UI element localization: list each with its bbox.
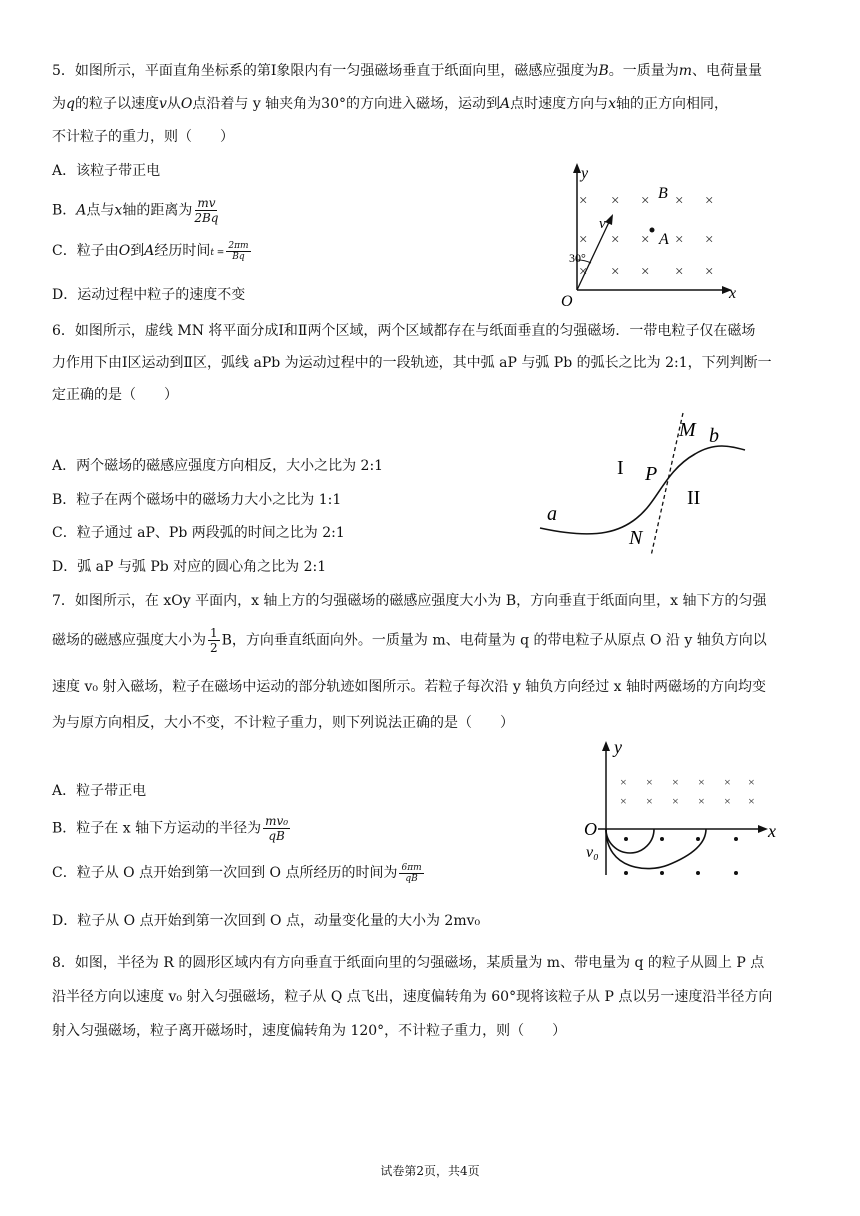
q5-option-b: B．A点与x轴的距离为 $\frac{mv}{2Bq}$: [52, 196, 219, 225]
q5-option-c: C．粒子由O到A经历时间t = $\frac{2\pi m}{Bq}$: [52, 240, 249, 262]
svg-text:×: ×: [611, 232, 620, 248]
q7-large-arc: [606, 829, 706, 869]
q7-stem-line2: 磁场的磁感应强度大小为 $\frac{1}{2}$ B，方向垂直纸面向外。一质量为 m、电荷量为 q 的带电粒子从原点 O 沿 y 轴负方向以: [52, 626, 767, 655]
svg-text:×: ×: [698, 794, 705, 808]
q6-option-c: C．粒子通过 aP、Pb 两段弧的时间之比为 2:1: [52, 525, 345, 541]
q5-stem-line2: 为q的粒子以速度v从O点沿着与 y 轴夹角为30°的方向进入磁场，运动到A点时速度方向与x轴的正方向相同，: [52, 96, 729, 112]
q5-option-b-fraction: $\frac{mv}{2Bq}$: [194, 196, 219, 225]
svg-text:×: ×: [672, 794, 679, 808]
svg-text:×: ×: [705, 264, 714, 280]
svg-text:×: ×: [724, 794, 731, 808]
q6-stem-line1: 6．如图所示，虚线 MN 将平面分成Ⅰ和Ⅱ两个区域，两个区域都存在与纸面垂直的匀强磁场．一带电粒子仅在磁场: [52, 323, 756, 339]
svg-text:×: ×: [579, 232, 588, 248]
q5-label-O: O: [561, 293, 573, 310]
svg-text:×: ×: [641, 193, 650, 209]
svg-text:×: ×: [620, 794, 627, 808]
q6-trajectory: [540, 446, 745, 534]
q7-label-y: y: [614, 737, 622, 757]
q5-label-B: B: [658, 185, 668, 202]
svg-text:×: ×: [641, 264, 650, 280]
q6-stem-line3: 定正确的是（ ）: [52, 387, 178, 403]
svg-text:×: ×: [698, 775, 705, 789]
svg-text:×: ×: [646, 775, 653, 789]
q6-stem-line2: 力作用下由Ⅰ区运动到Ⅱ区，弧线 aPb 为运动过程中的一段轨迹，其中弧 aP 与弧 Pb 的弧长之比为 2:1，下列判断一: [52, 355, 772, 371]
q5-label-y: y: [581, 165, 589, 182]
svg-text:×: ×: [579, 264, 588, 280]
q8-stem-line3: 射入匀强磁场，粒子离开磁场时，速度偏转角为 120°，不计粒子重力，则（ ）: [52, 1023, 567, 1039]
q7-option-d: D．粒子从 O 点开始到第一次回到 O 点，动量变化量的大小为 2mv₀: [52, 913, 481, 929]
svg-text:×: ×: [646, 794, 653, 808]
q5-label-x: x: [729, 285, 737, 302]
svg-text:×: ×: [611, 264, 620, 280]
q7-field-crosses: [620, 775, 755, 808]
q7-stem-line3: 速度 v₀ 射入磁场，粒子在磁场中运动的部分轨迹如图所示。若粒子每次沿 y 轴负方向经过 x 轴时两磁场的方向均变: [52, 679, 767, 695]
svg-text:×: ×: [748, 775, 755, 789]
q6-option-b: B．粒子在两个磁场中的磁场力大小之比为 1:1: [52, 492, 342, 508]
q6-label-II: II: [687, 487, 701, 509]
q7-stem-line1: 7．如图所示，在 xOy 平面内，x 轴上方的匀强磁场的磁感应强度大小为 B，方向垂直于纸面向里，x 轴下方的匀强: [52, 593, 767, 609]
svg-text:×: ×: [705, 232, 714, 248]
svg-text:×: ×: [675, 193, 684, 209]
q6-label-a: a: [547, 503, 557, 525]
q5-option-c-fraction: $\frac{2\pi m}{Bq}$: [228, 240, 249, 262]
q5-label-v: v: [599, 216, 606, 232]
q6-option-a: A．两个磁场的磁感应强度方向相反，大小之比为 2:1: [52, 458, 384, 474]
q6-figure: [535, 408, 765, 558]
q6-label-N: N: [629, 527, 643, 549]
svg-text:×: ×: [611, 193, 620, 209]
q5-option-a: A．该粒子带正电: [52, 163, 161, 179]
q7-option-a: A．粒子带正电: [52, 783, 147, 799]
q6-option-d: D．弧 aP 与弧 Pb 对应的圆心角之比为 2:1: [52, 559, 327, 575]
q7-stem-line4: 为与原方向相反，大小不变，不计粒子重力，则下列说法正确的是（ ）: [52, 715, 514, 731]
q8-stem-line2: 沿半径方向以速度 v₀ 射入匀强磁场，粒子从 Q 点飞出，速度偏转角为 60°现将该粒子从 P 点以另一速度沿半径方向: [52, 989, 773, 1005]
svg-text:×: ×: [748, 794, 755, 808]
q6-label-M: M: [679, 419, 696, 441]
q7-label-x: x: [768, 821, 776, 841]
q5-figure: [555, 160, 745, 310]
svg-text:×: ×: [672, 775, 679, 789]
q6-label-I: I: [617, 457, 624, 479]
page-footer: 试卷第2页，共4页: [380, 1164, 480, 1178]
q7-small-arc: [606, 829, 654, 853]
q6-label-P: P: [645, 463, 658, 485]
svg-text:×: ×: [579, 193, 588, 209]
q5-label-angle: 30°: [569, 251, 586, 265]
q7-label-O: O: [584, 819, 597, 839]
svg-text:×: ×: [724, 775, 731, 789]
q5-stem-line3: 不计粒子的重力，则（ ）: [52, 129, 234, 145]
q7-figure: [578, 735, 788, 880]
svg-text:×: ×: [675, 232, 684, 248]
q5-option-d: D．运动过程中粒子的速度不变: [52, 287, 246, 303]
q7-field-dots: [624, 837, 738, 875]
q8-stem-line1: 8．如图，半径为 R 的圆形区域内有方向垂直于纸面向里的匀强磁场，某质量为 m、带电量为 q 的粒子从圆上 P 点: [52, 955, 765, 971]
svg-text:×: ×: [705, 193, 714, 209]
q7-option-b: B．粒子在 x 轴下方运动的半径为 $\frac{\text{mv₀}}{qB}$: [52, 814, 289, 843]
q5-field-crosses: [579, 193, 713, 280]
q5-point-A: [650, 228, 655, 233]
q6-label-b: b: [709, 425, 719, 447]
svg-text:×: ×: [675, 264, 684, 280]
q5-label-A: A: [659, 231, 669, 248]
q7-option-c: C．粒子从 O 点开始到第一次回到 O 点所经历的时间为 $\frac{6\pi m}{qB}$: [52, 862, 422, 884]
q5-stem-line1: 5．如图所示，平面直角坐标系的第Ⅰ象限内有一匀强磁场垂直于纸面向里，磁感应强度为B。一质量为m、电荷量量: [52, 63, 763, 79]
q7-label-v0: v₀: [586, 844, 599, 861]
svg-text:×: ×: [620, 775, 627, 789]
svg-text:×: ×: [641, 232, 650, 248]
